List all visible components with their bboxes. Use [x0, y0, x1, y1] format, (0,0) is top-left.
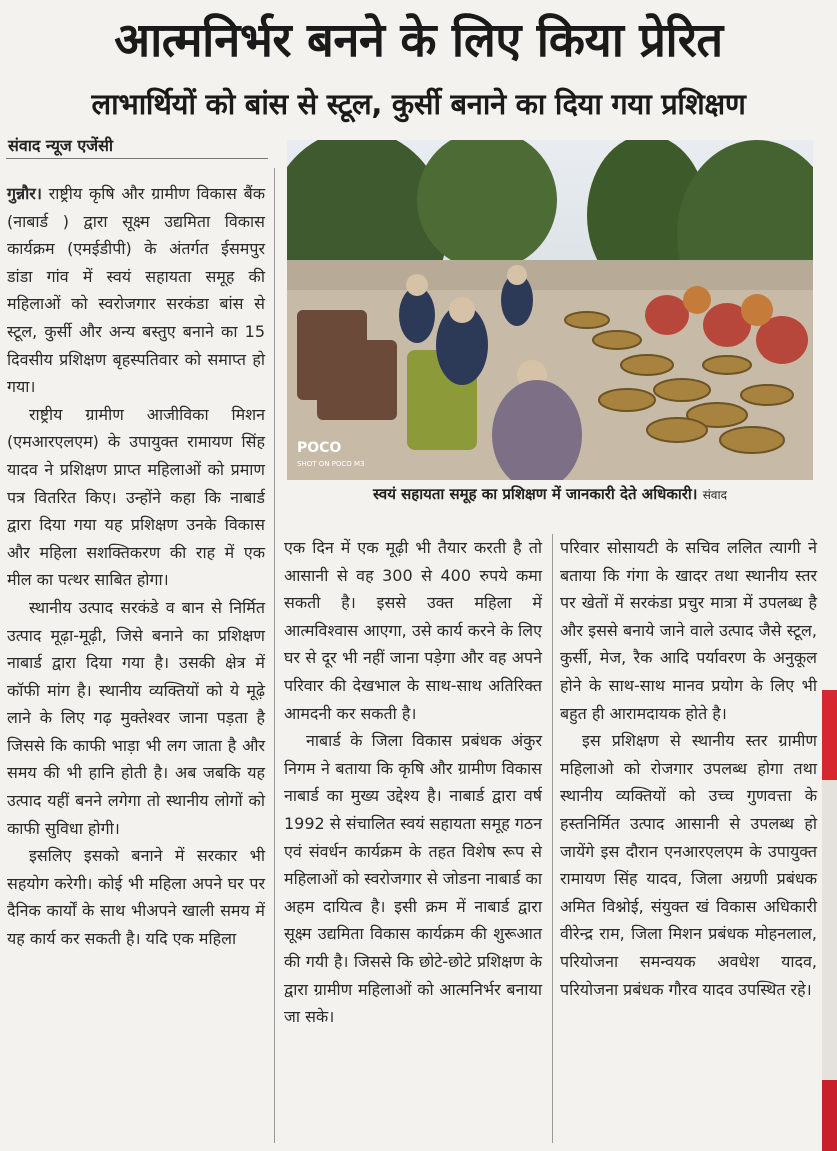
- paragraph: एक दिन में एक मूढ़ी भी तैयार करती है तो आसानी से वह 300 से 400 रुपये कमा सकती है। इससे उक्त महिला में आत्मविश्वास आएगा, उसे कार्य करने के लिए घर से दूर भी नहीं जाना पड़ेगा और वह अपने परिवार की देखभाल के साथ-साथ अतिरिक्त आमदनी कर सकती है।: [284, 538, 542, 723]
- caption-credit: संवाद: [702, 488, 727, 502]
- paragraph: [7, 180, 265, 401]
- subheadline: लाभार्थियों को बांस से स्टूल, कुर्सी बनाने का दिया गया प्रशिक्षण: [91, 87, 746, 121]
- edge-color-block: [822, 1080, 837, 1151]
- paragraph: स्थानीय उत्पाद सरकंडे व बान से निर्मित उत्पाद मूढ़ा-मूढ़ी, जिसे बनाने का प्रशिक्षण नाबार्ड द्वारा दिया गया है। उसकी क्षेत्र में कॉफी मांग है। स्थानीय व्यक्तियों को ये मूढ़े लाने के लिए गढ़ मुक्तेश्वर जाना पड़ता है जिससे कि काफी भाड़ा भी लग जाता है और समय की भी हानि होती है। अब जबकि यह उत्पाद यहीं बनने लगेगा तो स्थानीय लोगों को काफी सुविधा होगी।: [7, 597, 265, 838]
- caption-text: स्वयं सहायता समूह का प्रशिक्षण में जानकारी देते अधिकारी।: [373, 485, 698, 503]
- paragraph: नाबार्ड के जिला विकास प्रबंधक अंकुर निगम ने बताया कि कृषि और ग्रामीण विकास नाबार्ड का मुख्य उद्देश्य है। नाबार्ड द्वारा वर्ष 1992 से संचालित स्वयं सहायता समूह गठन एवं संवर्धन कार्यक्रम के तहत विशेष रूप से महिलाओं को स्वरोजगार से जोडना नाबार्ड का अहम दायित्व है। इसी क्रम में नाबार्ड द्वारा सूक्ष्म उद्यमिता विकास कार्यक्रम की शुरूआत की गयी है। जिससे कि छोटे-छोटे प्रशिक्षण के द्वारा ग्रामीण महिलाओं को आत्मनिर्भर बनाया जा सके।: [284, 731, 542, 1027]
- paragraph: परिवार सोसायटी के सचिव ललित त्यागी ने बताया कि गंगा के खादर तथा स्थानीय स्तर पर खेतों में सरकंडा प्रचुर मात्रा में उपलब्ध है और इससे बनाये जाने वाले उत्पाद जैसे स्टूल, कुर्सी, मेज, रैक आदि पर्यावरण के अनुकूल होने के साथ-साथ मानव प्रयोग के लिए भी बहुत ही आरामदायक होते है।: [560, 538, 817, 723]
- column-divider: [552, 534, 553, 1143]
- paragraph: इस प्रशिक्षण से स्थानीय स्तर ग्रामीण महिलाओ को रोजगार उपलब्ध होगा तथा स्थानीय व्यक्तियों को उच्च गुणवत्ता के हस्तनिर्मित उत्पाद आसानी से उपलब्ध हो जायेंगे इस दौरान एनआरएलएम के उपायुक्त रामायण सिंह यादव, जिला अग्रणी प्रबंधक अमित विश्नोई, संयुक्त खं विकास अधिकारी वीरेन्द्र राम, जिला मिशन प्रबंधक मोहनलाल, परियोजना समन्वयक अवधेश यादव, परियोजना प्रबंधक गौरव यादव उपस्थित रहे।: [560, 731, 817, 999]
- edge-color-block: [822, 780, 837, 1080]
- news-photo: [287, 140, 813, 480]
- photo-caption: [287, 484, 813, 504]
- column-divider: [274, 168, 275, 1143]
- byline-rule: [6, 158, 268, 159]
- photo-watermark: POCO: [297, 440, 342, 456]
- dateline: गुन्नौर।: [7, 184, 42, 203]
- column-3: [560, 534, 817, 1003]
- paragraph: राष्ट्रीय ग्रामीण आजीविका मिशन (एमआरएलएम) के उपायुक्त रामायण सिंह यादव ने प्रशिक्षण प्राप्त महिलाओं को प्रमाण पत्र वितरित किए। उन्होंने कहा कि नाबार्ड द्वारा दिया गया यह प्रशिक्षण उनके विकास और महिला सशक्तिकरण की राह में एक मील का पत्थर साबित होगा।: [7, 404, 265, 590]
- edge-color-block: [822, 690, 837, 780]
- column-2: [284, 534, 542, 1031]
- byline: संवाद न्यूज एजेंसी: [8, 136, 114, 155]
- column-1: [7, 180, 265, 953]
- paragraph-text: राष्ट्रीय कृषि और ग्रामीण विकास बैंक (नाबार्ड ) द्वारा सूक्ष्म उद्यमिता विकास कार्यक्रम (एमईडीपी) के अंतर्गत ईसमपुर डांडा गांव में स्वयं सहायता समूह की महिलाओं को स्वरोजगार सरकंडा बांस से स्टूल, कुर्सी और अन्य बस्तुए बनाने का 15 दिवसीय प्रशिक्षण बृहस्पतिवार को समाप्त हो गया।: [7, 184, 266, 397]
- headline: आत्मनिर्भर बनने के लिए किया प्रेरित: [114, 13, 723, 68]
- photo-illustration: [287, 140, 813, 480]
- paragraph: इसलिए इसको बनाने में सरकार भी सहयोग करेगी। कोई भी महिला अपने घर पर दैनिक कार्यों के साथ भीअपने खाली समय में यह कार्य कर सकती है। यदि एक महिला: [7, 846, 265, 949]
- photo-watermark-sub: SHOT ON POCO M3: [297, 460, 365, 468]
